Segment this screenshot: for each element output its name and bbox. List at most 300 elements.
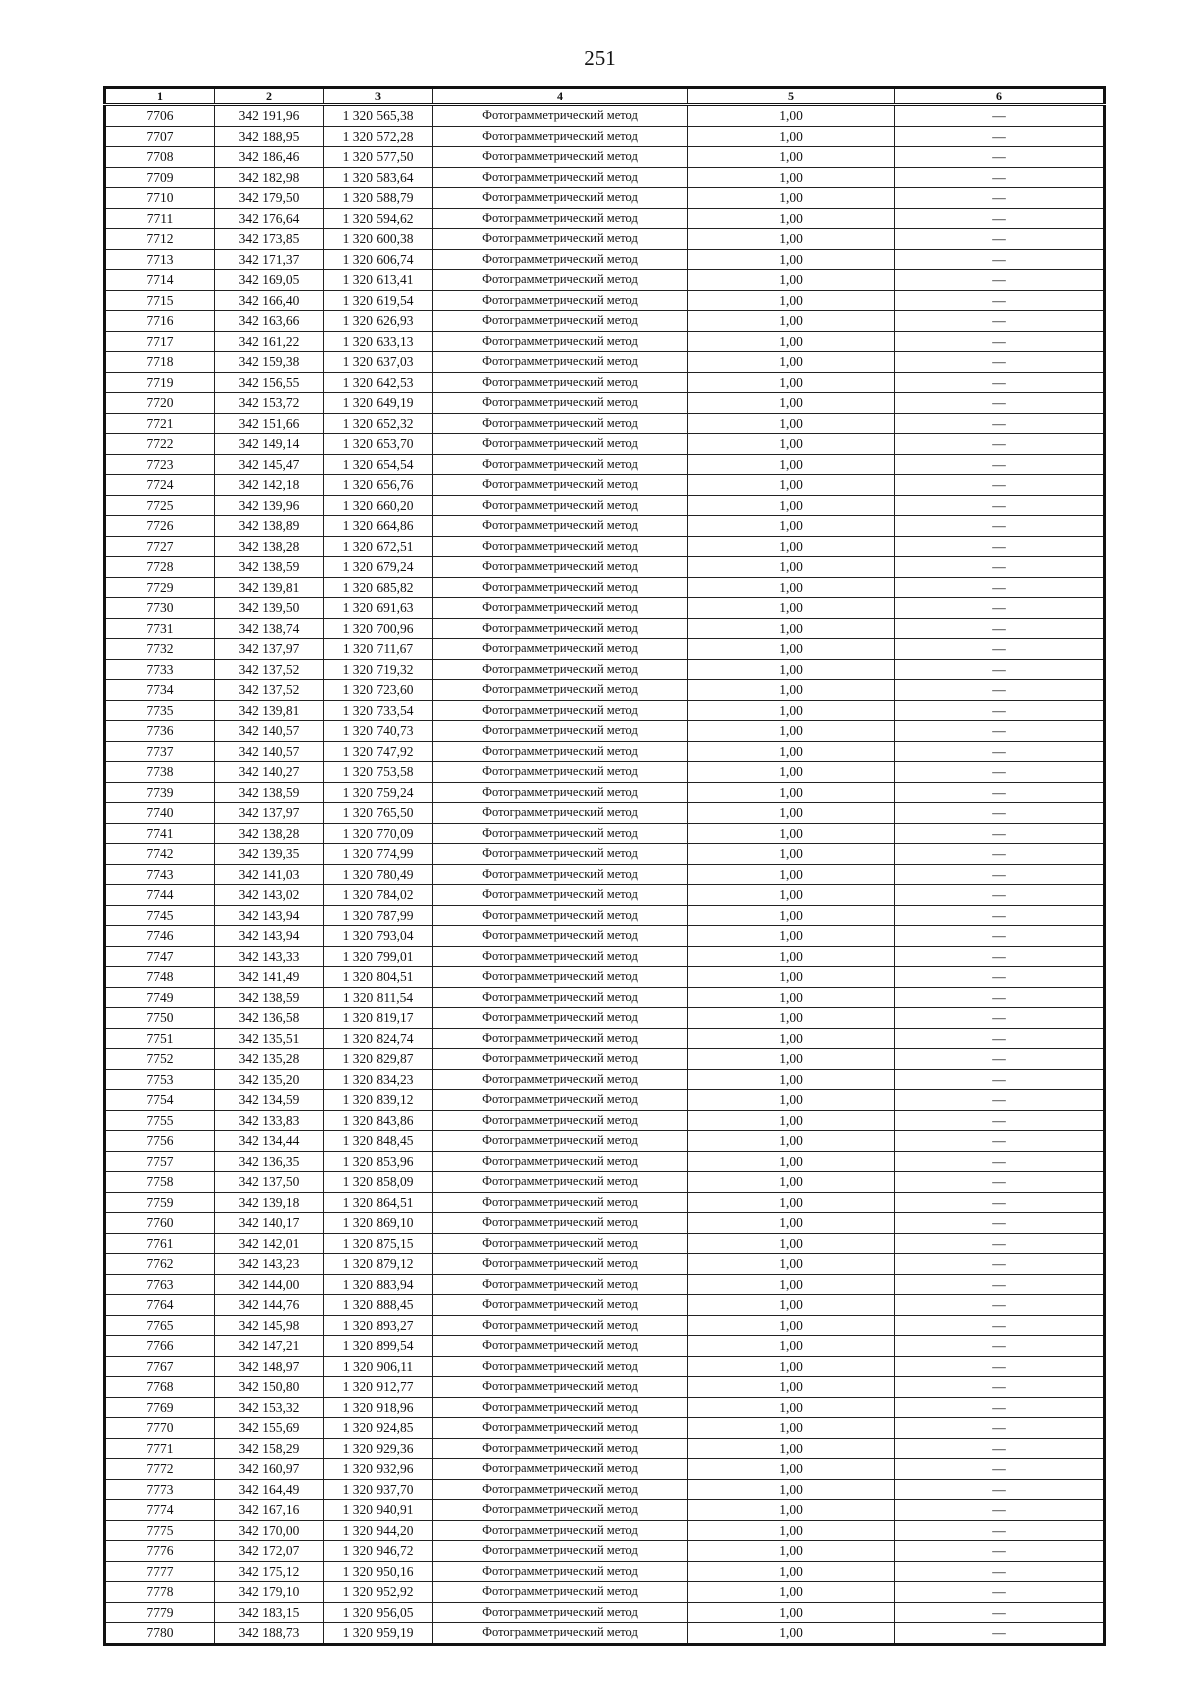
y-coordinate-cell: 1 320 946,72 bbox=[324, 1541, 433, 1562]
method-cell: Фотограмметрический метод bbox=[433, 126, 688, 147]
accuracy-cell: 1,00 bbox=[688, 1069, 895, 1090]
point-number-cell: 7746 bbox=[105, 926, 215, 947]
y-coordinate-cell: 1 320 879,12 bbox=[324, 1254, 433, 1275]
point-number-cell: 7723 bbox=[105, 454, 215, 475]
table-row bbox=[105, 1561, 1105, 1582]
x-coordinate-cell: 342 139,50 bbox=[215, 598, 324, 619]
table-row bbox=[105, 1151, 1105, 1172]
y-coordinate-cell: 1 320 759,24 bbox=[324, 782, 433, 803]
point-number-cell: 7751 bbox=[105, 1028, 215, 1049]
note-cell: — bbox=[895, 188, 1105, 209]
point-number-cell: 7714 bbox=[105, 270, 215, 291]
table-row bbox=[105, 659, 1105, 680]
y-coordinate-cell: 1 320 858,09 bbox=[324, 1172, 433, 1193]
note-cell: — bbox=[895, 1192, 1105, 1213]
x-coordinate-cell: 342 137,52 bbox=[215, 659, 324, 680]
note-cell: — bbox=[895, 126, 1105, 147]
table-row bbox=[105, 1090, 1105, 1111]
y-coordinate-cell: 1 320 660,20 bbox=[324, 495, 433, 516]
y-coordinate-cell: 1 320 937,70 bbox=[324, 1479, 433, 1500]
note-cell: — bbox=[895, 1090, 1105, 1111]
table-row bbox=[105, 1274, 1105, 1295]
method-cell: Фотограмметрический метод bbox=[433, 987, 688, 1008]
x-coordinate-cell: 342 182,98 bbox=[215, 167, 324, 188]
point-number-cell: 7717 bbox=[105, 331, 215, 352]
x-coordinate-cell: 342 138,59 bbox=[215, 782, 324, 803]
method-cell: Фотограмметрический метод bbox=[433, 864, 688, 885]
y-coordinate-cell: 1 320 672,51 bbox=[324, 536, 433, 557]
accuracy-cell: 1,00 bbox=[688, 700, 895, 721]
table-row bbox=[105, 495, 1105, 516]
y-coordinate-cell: 1 320 700,96 bbox=[324, 618, 433, 639]
y-coordinate-cell: 1 320 606,74 bbox=[324, 249, 433, 270]
point-number-cell: 7709 bbox=[105, 167, 215, 188]
table-row bbox=[105, 844, 1105, 865]
x-coordinate-cell: 342 176,64 bbox=[215, 208, 324, 229]
point-number-cell: 7716 bbox=[105, 311, 215, 332]
column-header-2: 2 bbox=[215, 88, 324, 105]
point-number-cell: 7733 bbox=[105, 659, 215, 680]
accuracy-cell: 1,00 bbox=[688, 475, 895, 496]
method-cell: Фотограмметрический метод bbox=[433, 967, 688, 988]
point-number-cell: 7762 bbox=[105, 1254, 215, 1275]
y-coordinate-cell: 1 320 824,74 bbox=[324, 1028, 433, 1049]
method-cell: Фотограмметрический метод bbox=[433, 105, 688, 127]
method-cell: Фотограмметрический метод bbox=[433, 557, 688, 578]
table-row bbox=[105, 1110, 1105, 1131]
table-header bbox=[105, 88, 1105, 105]
table-row bbox=[105, 167, 1105, 188]
point-number-cell: 7766 bbox=[105, 1336, 215, 1357]
method-cell: Фотограмметрический метод bbox=[433, 208, 688, 229]
point-number-cell: 7707 bbox=[105, 126, 215, 147]
y-coordinate-cell: 1 320 649,19 bbox=[324, 393, 433, 414]
table-row bbox=[105, 393, 1105, 414]
point-number-cell: 7722 bbox=[105, 434, 215, 455]
accuracy-cell: 1,00 bbox=[688, 680, 895, 701]
y-coordinate-cell: 1 320 853,96 bbox=[324, 1151, 433, 1172]
table-row bbox=[105, 1069, 1105, 1090]
note-cell: — bbox=[895, 1602, 1105, 1623]
point-number-cell: 7777 bbox=[105, 1561, 215, 1582]
note-cell: — bbox=[895, 290, 1105, 311]
method-cell: Фотограмметрический метод bbox=[433, 393, 688, 414]
x-coordinate-cell: 342 159,38 bbox=[215, 352, 324, 373]
point-number-cell: 7731 bbox=[105, 618, 215, 639]
method-cell: Фотограмметрический метод bbox=[433, 577, 688, 598]
point-number-cell: 7713 bbox=[105, 249, 215, 270]
x-coordinate-cell: 342 188,73 bbox=[215, 1623, 324, 1645]
table-row bbox=[105, 700, 1105, 721]
method-cell: Фотограмметрический метод bbox=[433, 1254, 688, 1275]
table-row bbox=[105, 1377, 1105, 1398]
point-number-cell: 7755 bbox=[105, 1110, 215, 1131]
y-coordinate-cell: 1 320 839,12 bbox=[324, 1090, 433, 1111]
point-number-cell: 7719 bbox=[105, 372, 215, 393]
table-row bbox=[105, 680, 1105, 701]
y-coordinate-cell: 1 320 811,54 bbox=[324, 987, 433, 1008]
y-coordinate-cell: 1 320 770,09 bbox=[324, 823, 433, 844]
y-coordinate-cell: 1 320 843,86 bbox=[324, 1110, 433, 1131]
table-row bbox=[105, 1336, 1105, 1357]
note-cell: — bbox=[895, 762, 1105, 783]
table-row bbox=[105, 352, 1105, 373]
accuracy-cell: 1,00 bbox=[688, 331, 895, 352]
note-cell: — bbox=[895, 434, 1105, 455]
table-row bbox=[105, 208, 1105, 229]
accuracy-cell: 1,00 bbox=[688, 1192, 895, 1213]
note-cell: — bbox=[895, 803, 1105, 824]
point-number-cell: 7765 bbox=[105, 1315, 215, 1336]
method-cell: Фотограмметрический метод bbox=[433, 823, 688, 844]
accuracy-cell: 1,00 bbox=[688, 1110, 895, 1131]
accuracy-cell: 1,00 bbox=[688, 372, 895, 393]
y-coordinate-cell: 1 320 600,38 bbox=[324, 229, 433, 250]
accuracy-cell: 1,00 bbox=[688, 1602, 895, 1623]
table-row bbox=[105, 1192, 1105, 1213]
accuracy-cell: 1,00 bbox=[688, 1459, 895, 1480]
y-coordinate-cell: 1 320 787,99 bbox=[324, 905, 433, 926]
method-cell: Фотограмметрический метод bbox=[433, 1479, 688, 1500]
x-coordinate-cell: 342 191,96 bbox=[215, 105, 324, 127]
point-number-cell: 7741 bbox=[105, 823, 215, 844]
x-coordinate-cell: 342 172,07 bbox=[215, 1541, 324, 1562]
method-cell: Фотограмметрический метод bbox=[433, 1418, 688, 1439]
y-coordinate-cell: 1 320 594,62 bbox=[324, 208, 433, 229]
table-row bbox=[105, 1479, 1105, 1500]
x-coordinate-cell: 342 137,52 bbox=[215, 680, 324, 701]
accuracy-cell: 1,00 bbox=[688, 1315, 895, 1336]
note-cell: — bbox=[895, 454, 1105, 475]
method-cell: Фотограмметрический метод bbox=[433, 434, 688, 455]
table-row bbox=[105, 434, 1105, 455]
table-row bbox=[105, 577, 1105, 598]
note-cell: — bbox=[895, 352, 1105, 373]
point-number-cell: 7753 bbox=[105, 1069, 215, 1090]
accuracy-cell: 1,00 bbox=[688, 1295, 895, 1316]
table-row bbox=[105, 1397, 1105, 1418]
method-cell: Фотограмметрический метод bbox=[433, 352, 688, 373]
accuracy-cell: 1,00 bbox=[688, 413, 895, 434]
table-row bbox=[105, 639, 1105, 660]
table-row bbox=[105, 1213, 1105, 1234]
method-cell: Фотограмметрический метод bbox=[433, 147, 688, 168]
note-cell: — bbox=[895, 105, 1105, 127]
y-coordinate-cell: 1 320 652,32 bbox=[324, 413, 433, 434]
table-row bbox=[105, 1623, 1105, 1645]
method-cell: Фотограмметрический метод bbox=[433, 413, 688, 434]
x-coordinate-cell: 342 167,16 bbox=[215, 1500, 324, 1521]
note-cell: — bbox=[895, 659, 1105, 680]
x-coordinate-cell: 342 144,76 bbox=[215, 1295, 324, 1316]
y-coordinate-cell: 1 320 613,41 bbox=[324, 270, 433, 291]
table-row bbox=[105, 516, 1105, 537]
y-coordinate-cell: 1 320 765,50 bbox=[324, 803, 433, 824]
x-coordinate-cell: 342 135,20 bbox=[215, 1069, 324, 1090]
y-coordinate-cell: 1 320 642,53 bbox=[324, 372, 433, 393]
method-cell: Фотограмметрический метод bbox=[433, 680, 688, 701]
x-coordinate-cell: 342 151,66 bbox=[215, 413, 324, 434]
method-cell: Фотограмметрический метод bbox=[433, 1172, 688, 1193]
accuracy-cell: 1,00 bbox=[688, 249, 895, 270]
note-cell: — bbox=[895, 577, 1105, 598]
x-coordinate-cell: 342 135,28 bbox=[215, 1049, 324, 1070]
accuracy-cell: 1,00 bbox=[688, 1233, 895, 1254]
x-coordinate-cell: 342 169,05 bbox=[215, 270, 324, 291]
method-cell: Фотограмметрический метод bbox=[433, 926, 688, 947]
note-cell: — bbox=[895, 536, 1105, 557]
y-coordinate-cell: 1 320 952,92 bbox=[324, 1582, 433, 1603]
table-row bbox=[105, 967, 1105, 988]
table-row bbox=[105, 1438, 1105, 1459]
table-row bbox=[105, 1582, 1105, 1603]
note-cell: — bbox=[895, 1213, 1105, 1234]
accuracy-cell: 1,00 bbox=[688, 1438, 895, 1459]
y-coordinate-cell: 1 320 864,51 bbox=[324, 1192, 433, 1213]
x-coordinate-cell: 342 136,35 bbox=[215, 1151, 324, 1172]
table-row bbox=[105, 229, 1105, 250]
y-coordinate-cell: 1 320 679,24 bbox=[324, 557, 433, 578]
point-number-cell: 7740 bbox=[105, 803, 215, 824]
accuracy-cell: 1,00 bbox=[688, 762, 895, 783]
accuracy-cell: 1,00 bbox=[688, 1500, 895, 1521]
accuracy-cell: 1,00 bbox=[688, 1356, 895, 1377]
accuracy-cell: 1,00 bbox=[688, 167, 895, 188]
x-coordinate-cell: 342 186,46 bbox=[215, 147, 324, 168]
x-coordinate-cell: 342 147,21 bbox=[215, 1336, 324, 1357]
point-number-cell: 7745 bbox=[105, 905, 215, 926]
x-coordinate-cell: 342 145,47 bbox=[215, 454, 324, 475]
note-cell: — bbox=[895, 987, 1105, 1008]
point-number-cell: 7749 bbox=[105, 987, 215, 1008]
accuracy-cell: 1,00 bbox=[688, 495, 895, 516]
note-cell: — bbox=[895, 1295, 1105, 1316]
x-coordinate-cell: 342 134,44 bbox=[215, 1131, 324, 1152]
y-coordinate-cell: 1 320 572,28 bbox=[324, 126, 433, 147]
table-row bbox=[105, 454, 1105, 475]
x-coordinate-cell: 342 153,32 bbox=[215, 1397, 324, 1418]
note-cell: — bbox=[895, 1479, 1105, 1500]
method-cell: Фотограмметрический метод bbox=[433, 659, 688, 680]
y-coordinate-cell: 1 320 819,17 bbox=[324, 1008, 433, 1029]
x-coordinate-cell: 342 135,51 bbox=[215, 1028, 324, 1049]
method-cell: Фотограмметрический метод bbox=[433, 741, 688, 762]
point-number-cell: 7769 bbox=[105, 1397, 215, 1418]
point-number-cell: 7739 bbox=[105, 782, 215, 803]
accuracy-cell: 1,00 bbox=[688, 577, 895, 598]
method-cell: Фотограмметрический метод bbox=[433, 1131, 688, 1152]
method-cell: Фотограмметрический метод bbox=[433, 1110, 688, 1131]
accuracy-cell: 1,00 bbox=[688, 844, 895, 865]
method-cell: Фотограмметрический метод bbox=[433, 1520, 688, 1541]
x-coordinate-cell: 342 138,28 bbox=[215, 536, 324, 557]
accuracy-cell: 1,00 bbox=[688, 946, 895, 967]
page-number: 251 bbox=[584, 46, 616, 70]
point-number-cell: 7708 bbox=[105, 147, 215, 168]
point-number-cell: 7712 bbox=[105, 229, 215, 250]
y-coordinate-cell: 1 320 774,99 bbox=[324, 844, 433, 865]
note-cell: — bbox=[895, 1110, 1105, 1131]
method-cell: Фотограмметрический метод bbox=[433, 844, 688, 865]
table-row bbox=[105, 249, 1105, 270]
point-number-cell: 7726 bbox=[105, 516, 215, 537]
accuracy-cell: 1,00 bbox=[688, 905, 895, 926]
y-coordinate-cell: 1 320 906,11 bbox=[324, 1356, 433, 1377]
note-cell: — bbox=[895, 208, 1105, 229]
table-row bbox=[105, 1131, 1105, 1152]
method-cell: Фотограмметрический метод bbox=[433, 1315, 688, 1336]
method-cell: Фотограмметрический метод bbox=[433, 536, 688, 557]
note-cell: — bbox=[895, 1315, 1105, 1336]
note-cell: — bbox=[895, 1254, 1105, 1275]
note-cell: — bbox=[895, 229, 1105, 250]
note-cell: — bbox=[895, 680, 1105, 701]
x-coordinate-cell: 342 161,22 bbox=[215, 331, 324, 352]
accuracy-cell: 1,00 bbox=[688, 454, 895, 475]
point-number-cell: 7772 bbox=[105, 1459, 215, 1480]
accuracy-cell: 1,00 bbox=[688, 105, 895, 127]
note-cell: — bbox=[895, 1623, 1105, 1645]
accuracy-cell: 1,00 bbox=[688, 1131, 895, 1152]
x-coordinate-cell: 342 139,18 bbox=[215, 1192, 324, 1213]
method-cell: Фотограмметрический метод bbox=[433, 1336, 688, 1357]
note-cell: — bbox=[895, 516, 1105, 537]
note-cell: — bbox=[895, 167, 1105, 188]
point-number-cell: 7732 bbox=[105, 639, 215, 660]
table-row bbox=[105, 331, 1105, 352]
accuracy-cell: 1,00 bbox=[688, 270, 895, 291]
y-coordinate-cell: 1 320 747,92 bbox=[324, 741, 433, 762]
accuracy-cell: 1,00 bbox=[688, 823, 895, 844]
y-coordinate-cell: 1 320 932,96 bbox=[324, 1459, 433, 1480]
accuracy-cell: 1,00 bbox=[688, 721, 895, 742]
table-row bbox=[105, 1295, 1105, 1316]
x-coordinate-cell: 342 142,18 bbox=[215, 475, 324, 496]
note-cell: — bbox=[895, 249, 1105, 270]
method-cell: Фотограмметрический метод bbox=[433, 1274, 688, 1295]
table-row bbox=[105, 1602, 1105, 1623]
x-coordinate-cell: 342 164,49 bbox=[215, 1479, 324, 1500]
note-cell: — bbox=[895, 1274, 1105, 1295]
method-cell: Фотограмметрический метод bbox=[433, 167, 688, 188]
accuracy-cell: 1,00 bbox=[688, 1049, 895, 1070]
y-coordinate-cell: 1 320 654,54 bbox=[324, 454, 433, 475]
method-cell: Фотограмметрический метод bbox=[433, 331, 688, 352]
y-coordinate-cell: 1 320 924,85 bbox=[324, 1418, 433, 1439]
point-number-cell: 7778 bbox=[105, 1582, 215, 1603]
y-coordinate-cell: 1 320 888,45 bbox=[324, 1295, 433, 1316]
note-cell: — bbox=[895, 147, 1105, 168]
y-coordinate-cell: 1 320 664,86 bbox=[324, 516, 433, 537]
table-row bbox=[105, 1500, 1105, 1521]
point-number-cell: 7757 bbox=[105, 1151, 215, 1172]
y-coordinate-cell: 1 320 848,45 bbox=[324, 1131, 433, 1152]
method-cell: Фотограмметрический метод bbox=[433, 885, 688, 906]
note-cell: — bbox=[895, 1131, 1105, 1152]
y-coordinate-cell: 1 320 784,02 bbox=[324, 885, 433, 906]
y-coordinate-cell: 1 320 899,54 bbox=[324, 1336, 433, 1357]
method-cell: Фотограмметрический метод bbox=[433, 905, 688, 926]
method-cell: Фотограмметрический метод bbox=[433, 1623, 688, 1645]
table-row bbox=[105, 311, 1105, 332]
table-row bbox=[105, 1233, 1105, 1254]
method-cell: Фотограмметрический метод bbox=[433, 700, 688, 721]
method-cell: Фотограмметрический метод bbox=[433, 1377, 688, 1398]
accuracy-cell: 1,00 bbox=[688, 1254, 895, 1275]
point-number-cell: 7773 bbox=[105, 1479, 215, 1500]
note-cell: — bbox=[895, 393, 1105, 414]
point-number-cell: 7744 bbox=[105, 885, 215, 906]
x-coordinate-cell: 342 153,72 bbox=[215, 393, 324, 414]
note-cell: — bbox=[895, 967, 1105, 988]
point-number-cell: 7776 bbox=[105, 1541, 215, 1562]
x-coordinate-cell: 342 139,96 bbox=[215, 495, 324, 516]
accuracy-cell: 1,00 bbox=[688, 1090, 895, 1111]
method-cell: Фотограмметрический метод bbox=[433, 721, 688, 742]
point-number-cell: 7774 bbox=[105, 1500, 215, 1521]
x-coordinate-cell: 342 137,50 bbox=[215, 1172, 324, 1193]
point-number-cell: 7727 bbox=[105, 536, 215, 557]
x-coordinate-cell: 342 133,83 bbox=[215, 1110, 324, 1131]
note-cell: — bbox=[895, 1438, 1105, 1459]
point-number-cell: 7725 bbox=[105, 495, 215, 516]
note-cell: — bbox=[895, 311, 1105, 332]
point-number-cell: 7767 bbox=[105, 1356, 215, 1377]
accuracy-cell: 1,00 bbox=[688, 987, 895, 1008]
accuracy-cell: 1,00 bbox=[688, 352, 895, 373]
point-number-cell: 7729 bbox=[105, 577, 215, 598]
x-coordinate-cell: 342 143,94 bbox=[215, 905, 324, 926]
table-row bbox=[105, 598, 1105, 619]
y-coordinate-cell: 1 320 799,01 bbox=[324, 946, 433, 967]
table-row bbox=[105, 105, 1105, 127]
accuracy-cell: 1,00 bbox=[688, 598, 895, 619]
x-coordinate-cell: 342 139,35 bbox=[215, 844, 324, 865]
x-coordinate-cell: 342 139,81 bbox=[215, 577, 324, 598]
method-cell: Фотограмметрический метод bbox=[433, 1602, 688, 1623]
note-cell: — bbox=[895, 864, 1105, 885]
point-number-cell: 7758 bbox=[105, 1172, 215, 1193]
table-row bbox=[105, 1459, 1105, 1480]
table-row bbox=[105, 1356, 1105, 1377]
x-coordinate-cell: 342 183,15 bbox=[215, 1602, 324, 1623]
point-number-cell: 7728 bbox=[105, 557, 215, 578]
y-coordinate-cell: 1 320 565,38 bbox=[324, 105, 433, 127]
table-row bbox=[105, 1008, 1105, 1029]
accuracy-cell: 1,00 bbox=[688, 1520, 895, 1541]
table-row bbox=[105, 126, 1105, 147]
x-coordinate-cell: 342 179,10 bbox=[215, 1582, 324, 1603]
y-coordinate-cell: 1 320 918,96 bbox=[324, 1397, 433, 1418]
column-header-6: 6 bbox=[895, 88, 1105, 105]
accuracy-cell: 1,00 bbox=[688, 290, 895, 311]
table-row bbox=[105, 1172, 1105, 1193]
method-cell: Фотограмметрический метод bbox=[433, 454, 688, 475]
method-cell: Фотограмметрический метод bbox=[433, 1069, 688, 1090]
accuracy-cell: 1,00 bbox=[688, 536, 895, 557]
method-cell: Фотограмметрический метод bbox=[433, 1356, 688, 1377]
accuracy-cell: 1,00 bbox=[688, 1582, 895, 1603]
point-number-cell: 7768 bbox=[105, 1377, 215, 1398]
method-cell: Фотограмметрический метод bbox=[433, 1049, 688, 1070]
accuracy-cell: 1,00 bbox=[688, 188, 895, 209]
x-coordinate-cell: 342 163,66 bbox=[215, 311, 324, 332]
note-cell: — bbox=[895, 1377, 1105, 1398]
table-row bbox=[105, 782, 1105, 803]
method-cell: Фотограмметрический метод bbox=[433, 1192, 688, 1213]
point-number-cell: 7756 bbox=[105, 1131, 215, 1152]
y-coordinate-cell: 1 320 834,23 bbox=[324, 1069, 433, 1090]
